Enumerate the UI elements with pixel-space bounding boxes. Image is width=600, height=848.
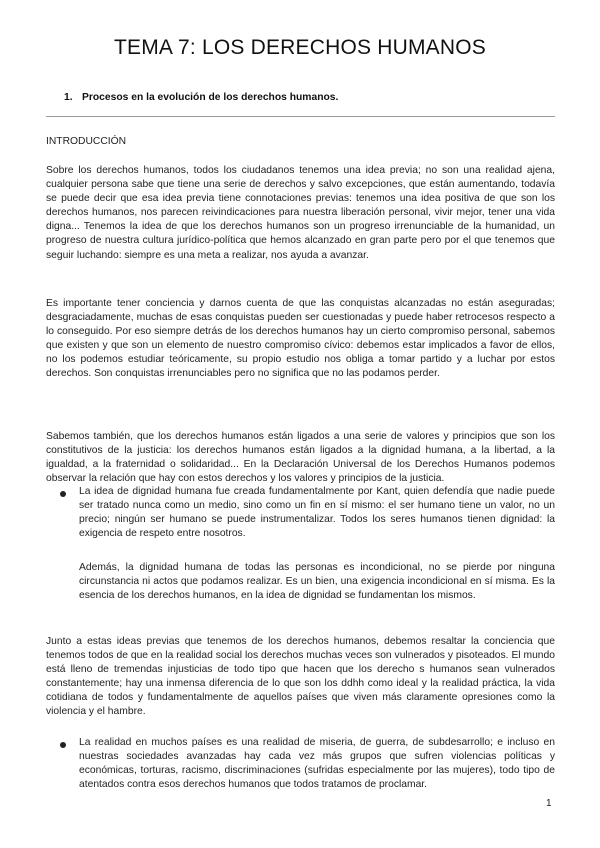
bullet-dot-1	[60, 491, 66, 497]
intro-heading: INTRODUCCIÓN	[46, 136, 127, 147]
section-divider	[46, 116, 555, 117]
bullet-item-1: La idea de dignidad humana fue creada fundamentalmente por Kant, quien defendía que nadie puede ser tratado nunca como un medio, sino como un fin en sí mismo: el ser humano tiene un valor, no un precio; ningún ser humano se puede instrumentalizar. Todos los seres humanos tienen dignidad: la exigencia de respeto entre nosotros.	[79, 486, 555, 540]
page-number: 1	[546, 798, 552, 809]
bullet-dot-2	[60, 742, 66, 748]
paragraph-4: Junto a estas ideas previas que tenemos de los derechos humanos, debemos resaltar la conciencia que tenemos todos de que en la realidad social los derechos muchas veces son vulnerados y pisoteados. El mundo está lleno de tremendas injusticias de todo tipo que hacen que los derecho s humanos sean vulnerados constantemente; hay una inmensa diferencia de lo que son los ddhh como ideal y la realidad práctica, la vida cotidiana de todos y fundamentalmente de aquellos países que viven más claramente opresiones como la violencia y el hambre.	[46, 636, 555, 718]
paragraph-3: Sabemos también, que los derechos humanos están ligados a una serie de valores y principios que son los constitutivos de la justicia: los derechos humanos están ligados a la dignidad humana, a la libertad, a la igualdad, a la fraternidad o solidaridad... En la Declaración Universal de los Derechos Humanos podemos observar la relación que hay con estos derechos y los valores y principios de la justicia.	[46, 431, 555, 485]
section-heading	[64, 92, 338, 103]
section-number: 1.	[64, 92, 73, 103]
section-title: Procesos en la evolución de los derechos humanos.	[82, 92, 339, 103]
paragraph-1: Sobre los derechos humanos, todos los ciudadanos tenemos una idea previa; no son una realidad ajena, cualquier persona sabe que tiene una serie de derechos y salvo excepciones, que están aumentando, todavía se puede decir que esa idea previa tiene connotaciones previas: tenemos una idea positiva de que son los derechos humanos, nos parecen reivindicaciones para nuestra liberación personal, vivir mejor, tener una vida digna... Tenemos la idea de que los derechos humanos son un progreso irrenunciable de la humanidad, un progreso de nuestra cultura jurídico-política que hemos alcanzado en gran parte pero por el que tenemos que seguir luchando: siempre es una meta a realizar, nos ayuda a avanzar.	[46, 165, 555, 261]
paragraph-2: Es importante tener conciencia y darnos cuenta de que las conquistas alcanzadas no están aseguradas; desgraciadamente, muchas de esas conquistas pueden ser cuestionadas y puede haber retrocesos respecto a lo conseguido. Por eso siempre detrás de los derechos humanos hay un cierto compromiso personal, sabemos que existen y que son un elemento de nuestro compromiso cívico: debemos estar implicados a favor de ellos, no los podemos estudiar teóricamente, su propio estudio nos obliga a tomar partido y a luchar por estos derechos. Son conquistas irrenunciables pero no significa que no las podamos perder.	[46, 298, 555, 380]
bullet-continuation: Además, la dignidad humana de todas las personas es incondicional, no se pierde por ninguna circunstancia ni actos que podamos realizar. Es un bien, una exigencia incondicional en sí misma. Es la esencia de los derechos humanos, en la idea de dignidad se fundamentan los mismos.	[79, 562, 555, 602]
document-title: TEMA 7: LOS DERECHOS HUMANOS	[113, 36, 486, 59]
bullet-item-2: La realidad en muchos países es una realidad de miseria, de guerra, de subdesarrollo; e incluso en nuestras sociedades avanzadas hay cada vez más grupos que sufren violencias políticas y económicas, torturas, racismo, discriminaciones (sufridas especialmente por las mujeres), todo tipo de atentados contra esos derechos humanos que todos tratamos de proclamar.	[79, 737, 555, 791]
